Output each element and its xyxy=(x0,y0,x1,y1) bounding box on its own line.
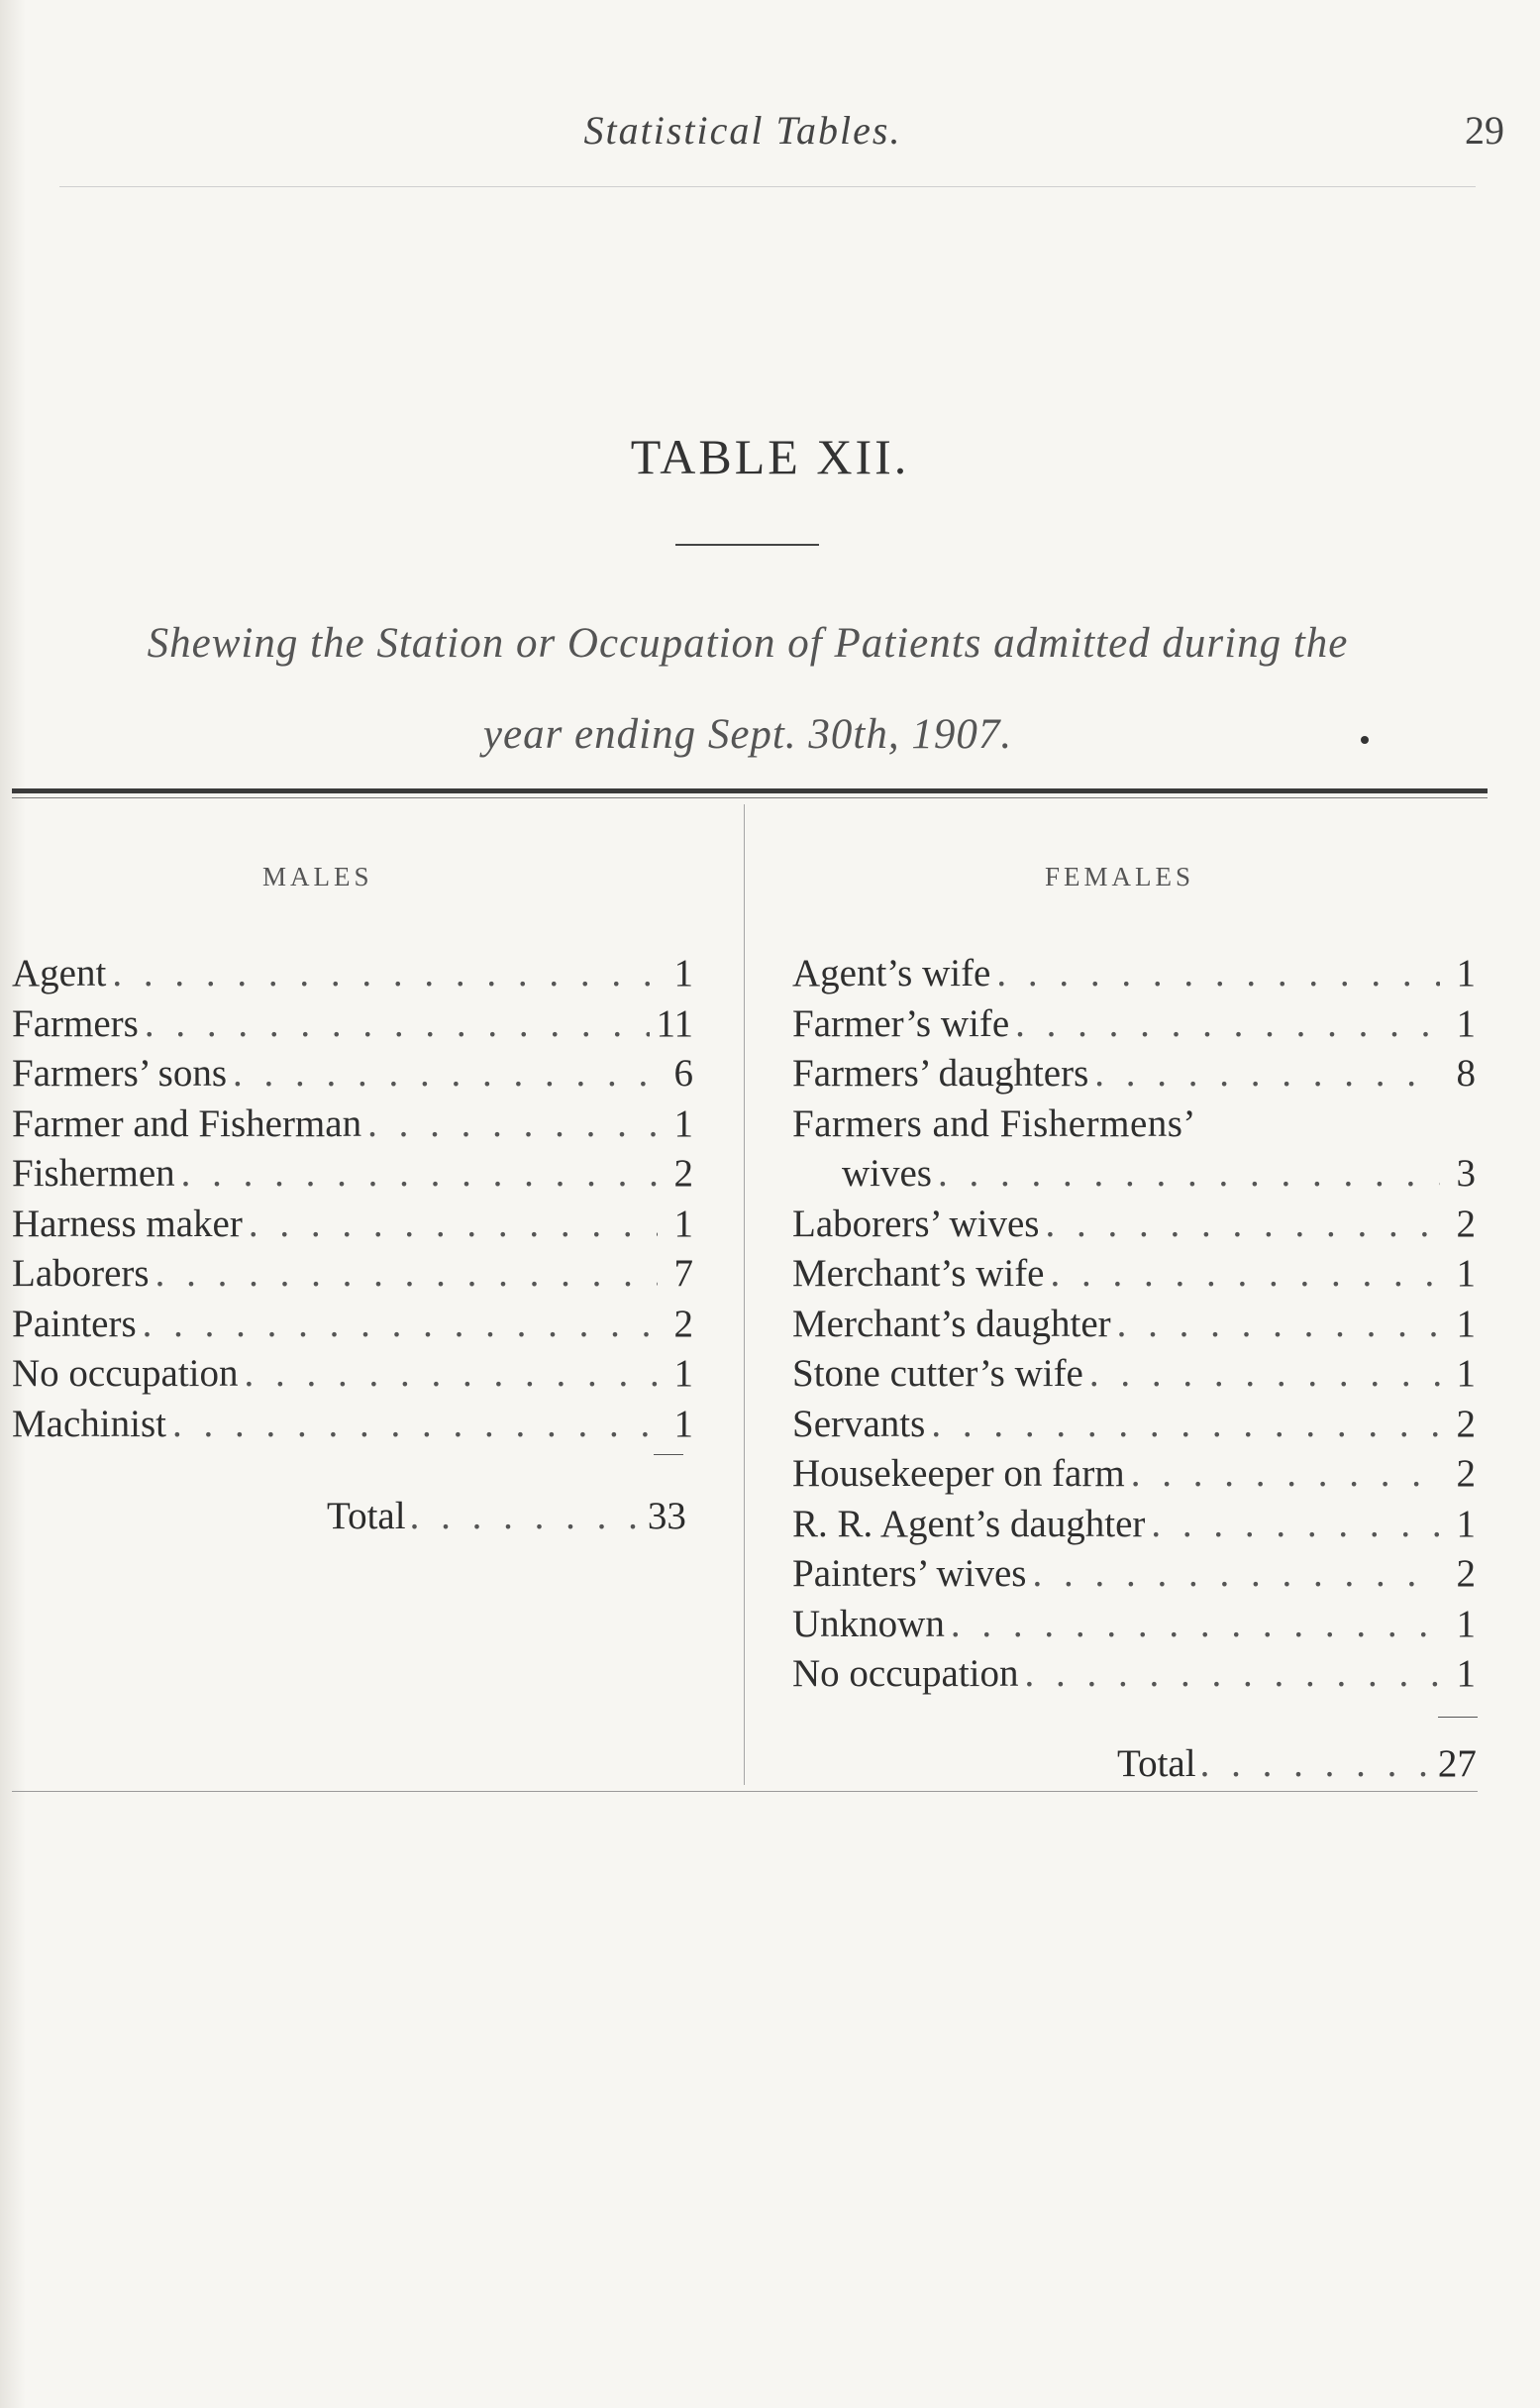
table-row xyxy=(792,1249,1476,1300)
leader-dots xyxy=(1151,1500,1440,1550)
leader-dots xyxy=(1015,999,1440,1050)
row-label: Agent’s wife xyxy=(792,952,991,995)
leader-dots xyxy=(172,1400,658,1450)
table-row xyxy=(792,1300,1476,1350)
leader-dots xyxy=(1025,1649,1440,1700)
table-row xyxy=(792,1549,1476,1600)
leader-dots xyxy=(996,949,1440,999)
row-label: Merchant’s wife xyxy=(792,1252,1045,1295)
row-count: 1 xyxy=(1456,1602,1476,1645)
table-row xyxy=(792,1099,1476,1150)
row-count: 1 xyxy=(1456,952,1476,995)
row-count: 1 xyxy=(673,1352,693,1395)
row-label: Farmers xyxy=(12,1001,139,1045)
row-label: Painters’ wives xyxy=(792,1552,1027,1595)
males-heading: MALES xyxy=(262,862,373,891)
leader-dots xyxy=(181,1149,658,1200)
row-count: 3 xyxy=(1456,1152,1476,1195)
leader-dots xyxy=(143,1300,658,1350)
row-label: Stone cutter’s wife xyxy=(792,1352,1083,1395)
leader-dots xyxy=(245,1349,658,1400)
row-label: Farmers and Fishermens’ xyxy=(792,1101,1196,1145)
row-label: No occupation xyxy=(12,1352,239,1395)
row-count: 1 xyxy=(1456,1652,1476,1695)
row-label: Harness maker xyxy=(12,1202,243,1245)
row-count: 2 xyxy=(1456,1552,1476,1595)
caption-line-2: year ending Sept. 30th, 1907. xyxy=(482,711,1013,758)
males-total xyxy=(327,1492,686,1541)
total-value: 27 xyxy=(1437,1742,1477,1785)
row-count: 1 xyxy=(1456,1502,1476,1545)
table-row xyxy=(792,949,1476,999)
row-label: Farmer’s wife xyxy=(792,1001,1010,1045)
males-sum-rule xyxy=(654,1454,683,1455)
leader-dots xyxy=(1089,1349,1440,1400)
table-row xyxy=(12,1200,693,1250)
row-count: 11 xyxy=(656,1001,693,1045)
table-row xyxy=(792,1049,1476,1099)
leader-dots xyxy=(931,1400,1440,1450)
table-row xyxy=(12,1400,693,1450)
table-bottom-rule xyxy=(12,1791,1478,1792)
header-rule xyxy=(59,186,1476,187)
row-label: wives xyxy=(842,1152,932,1195)
leader-dots xyxy=(233,1049,658,1099)
row-label: Farmer and Fisherman xyxy=(12,1101,362,1145)
row-count: 2 xyxy=(1456,1402,1476,1445)
row-label: Housekeeper on farm xyxy=(792,1452,1125,1495)
leader-dots xyxy=(1131,1449,1440,1500)
females-total xyxy=(1117,1739,1477,1789)
leader-dots xyxy=(1094,1049,1440,1099)
table-top-thin-rule xyxy=(12,797,1488,798)
leader-dots xyxy=(1117,1300,1440,1350)
table-row xyxy=(12,949,693,999)
table-row xyxy=(12,1249,693,1300)
title-rule xyxy=(675,544,819,546)
running-head xyxy=(0,107,1540,157)
running-title: Statistical Tables. xyxy=(583,108,902,153)
females-heading: FEMALES xyxy=(1045,862,1195,891)
leader-dots xyxy=(1045,1200,1440,1250)
table-row xyxy=(12,1149,693,1200)
table-row xyxy=(12,1349,693,1400)
row-count: 8 xyxy=(1456,1052,1476,1095)
table-row xyxy=(792,1449,1476,1500)
table-row xyxy=(792,1400,1476,1450)
row-label: Painters xyxy=(12,1302,137,1345)
row-label: Merchant’s daughter xyxy=(792,1302,1111,1345)
table-title: TABLE XII. xyxy=(630,429,910,484)
leader-dots xyxy=(155,1249,658,1300)
leader-dots xyxy=(951,1600,1440,1650)
table-row xyxy=(792,1149,1476,1200)
leader-dots xyxy=(1051,1249,1441,1300)
table-row xyxy=(12,1099,693,1150)
row-count: 2 xyxy=(673,1302,693,1345)
row-count: 6 xyxy=(673,1052,693,1095)
row-label: Farmers’ daughters xyxy=(792,1052,1089,1095)
males-list xyxy=(12,949,693,1449)
table-row xyxy=(792,999,1476,1050)
row-count: 1 xyxy=(1456,1352,1476,1395)
row-label: Laborers xyxy=(12,1252,150,1295)
row-label: Laborers’ wives xyxy=(792,1202,1040,1245)
row-count: 2 xyxy=(1456,1202,1476,1245)
row-label: Machinist xyxy=(12,1402,166,1445)
page-number: 29 xyxy=(1465,108,1504,153)
table-row xyxy=(792,1200,1476,1250)
table-row xyxy=(792,1349,1476,1400)
row-count: 7 xyxy=(673,1252,693,1295)
row-label: No occupation xyxy=(792,1652,1019,1695)
leader-dots xyxy=(249,1200,658,1250)
row-count: 1 xyxy=(673,1202,693,1245)
row-count: 2 xyxy=(1456,1452,1476,1495)
row-label: Farmers’ sons xyxy=(12,1052,227,1095)
row-count: 1 xyxy=(1456,1302,1476,1345)
table-row xyxy=(792,1649,1476,1700)
leader-dots: . . . . . . . . xyxy=(409,1495,644,1537)
row-count: 2 xyxy=(673,1152,693,1195)
row-count: 1 xyxy=(673,1101,693,1145)
table-row xyxy=(12,999,693,1050)
table-row xyxy=(12,1300,693,1350)
females-sum-rule xyxy=(1438,1717,1478,1718)
total-label: Total xyxy=(1117,1742,1196,1785)
row-label: Servants xyxy=(792,1402,926,1445)
row-label: Unknown xyxy=(792,1602,945,1645)
row-count: 1 xyxy=(673,1402,693,1445)
row-count: 1 xyxy=(1456,1001,1476,1045)
column-divider xyxy=(744,804,745,1785)
leader-dots xyxy=(367,1099,658,1150)
row-label: Agent xyxy=(12,952,107,995)
row-count: 1 xyxy=(1456,1252,1476,1295)
table-caption xyxy=(10,598,1486,781)
caption-line-1: Shewing the Station or Occupation of Patients admitted during the xyxy=(147,620,1349,667)
row-label: Fishermen xyxy=(12,1152,175,1195)
leader-dots xyxy=(938,1149,1440,1200)
ink-speck xyxy=(1361,736,1369,744)
leader-dots xyxy=(145,999,651,1050)
total-label: Total xyxy=(327,1495,406,1537)
leader-dots xyxy=(1032,1549,1440,1600)
row-count: 1 xyxy=(673,952,693,995)
table-row xyxy=(792,1600,1476,1650)
table-row xyxy=(12,1049,693,1099)
females-list xyxy=(792,949,1476,1700)
total-value: 33 xyxy=(647,1495,686,1537)
table-row xyxy=(792,1500,1476,1550)
leader-dots xyxy=(112,949,658,999)
table-top-thick-rule xyxy=(12,788,1488,793)
row-label: R. R. Agent’s daughter xyxy=(792,1502,1146,1545)
leader-dots: . . . . . . . . xyxy=(1199,1742,1434,1785)
